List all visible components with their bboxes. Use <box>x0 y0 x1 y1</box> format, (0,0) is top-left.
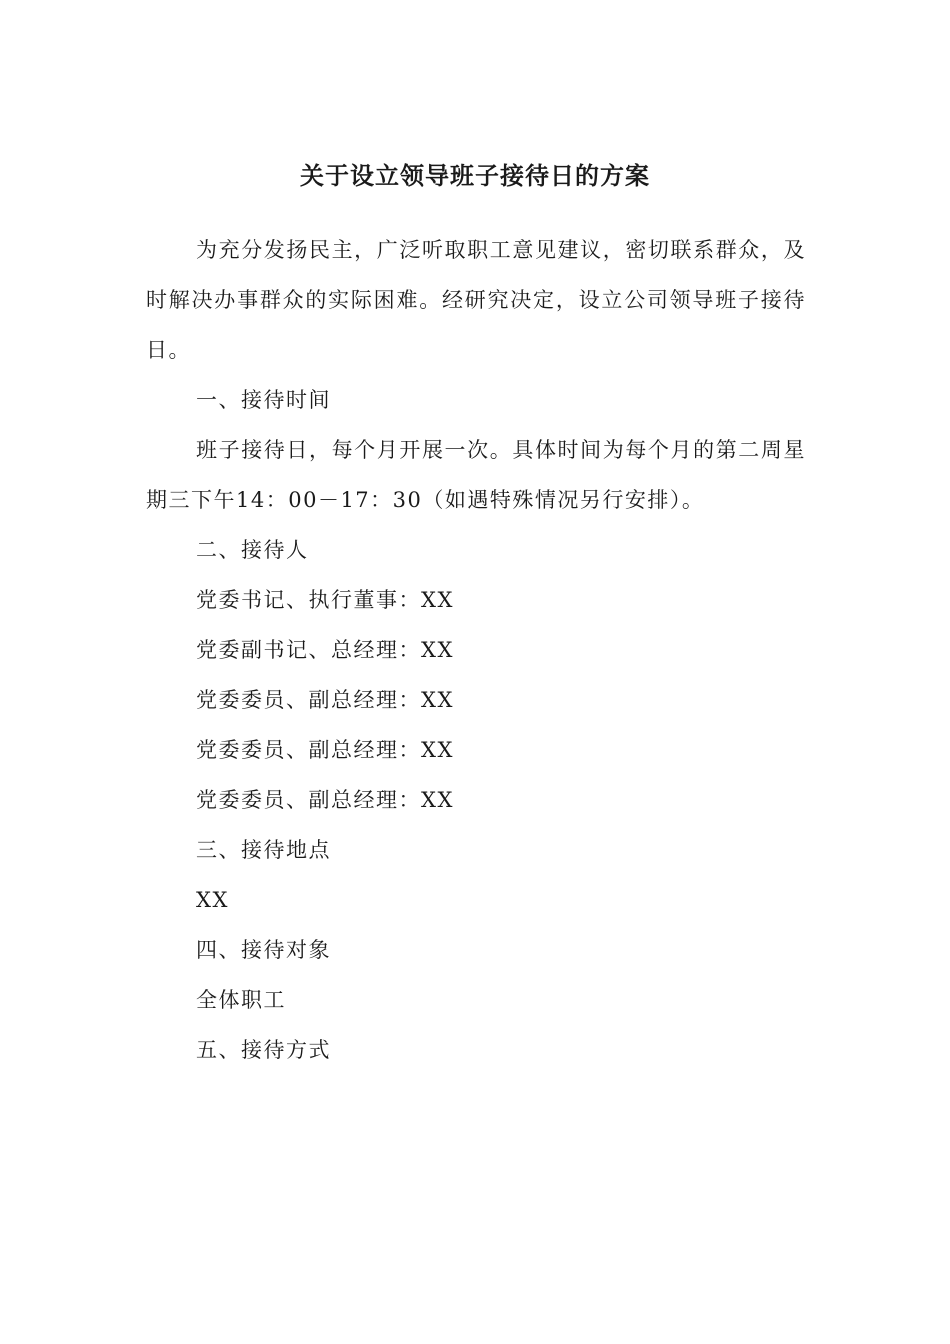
document-title: 关于设立领导班子接待日的方案 <box>300 161 650 190</box>
section-heading-time: 一、接待时间 <box>196 388 331 412</box>
section-heading-method: 五、接待方式 <box>196 1038 331 1062</box>
receptionist-item: 党委委员、副总经理：XX <box>196 738 454 762</box>
intro-paragraph: 为充分发扬民主，广泛听取职工意见建议，密切联系群众，及时解决办事群众的实际困难。经研究决定，设立公司领导班子接待日。 <box>146 238 806 362</box>
section-content-time: 班子接待日，每个月开展一次。具体时间为每个月的第二周星期三下午14：00－17：30（如遇特殊情况另行安排）。 <box>146 438 806 512</box>
section-content-location: XX <box>196 888 229 912</box>
section-heading-location: 三、接待地点 <box>196 838 331 862</box>
receptionist-item: 党委书记、执行董事：XX <box>196 588 454 612</box>
receptionist-item: 党委副书记、总经理：XX <box>196 638 454 662</box>
section-heading-audience: 四、接待对象 <box>196 938 331 962</box>
receptionist-item: 党委委员、副总经理：XX <box>196 788 454 812</box>
section-content-audience: 全体职工 <box>196 988 286 1012</box>
receptionist-item: 党委委员、副总经理：XX <box>196 688 454 712</box>
document-body <box>146 225 806 1075</box>
section-heading-receptionists: 二、接待人 <box>196 538 309 562</box>
